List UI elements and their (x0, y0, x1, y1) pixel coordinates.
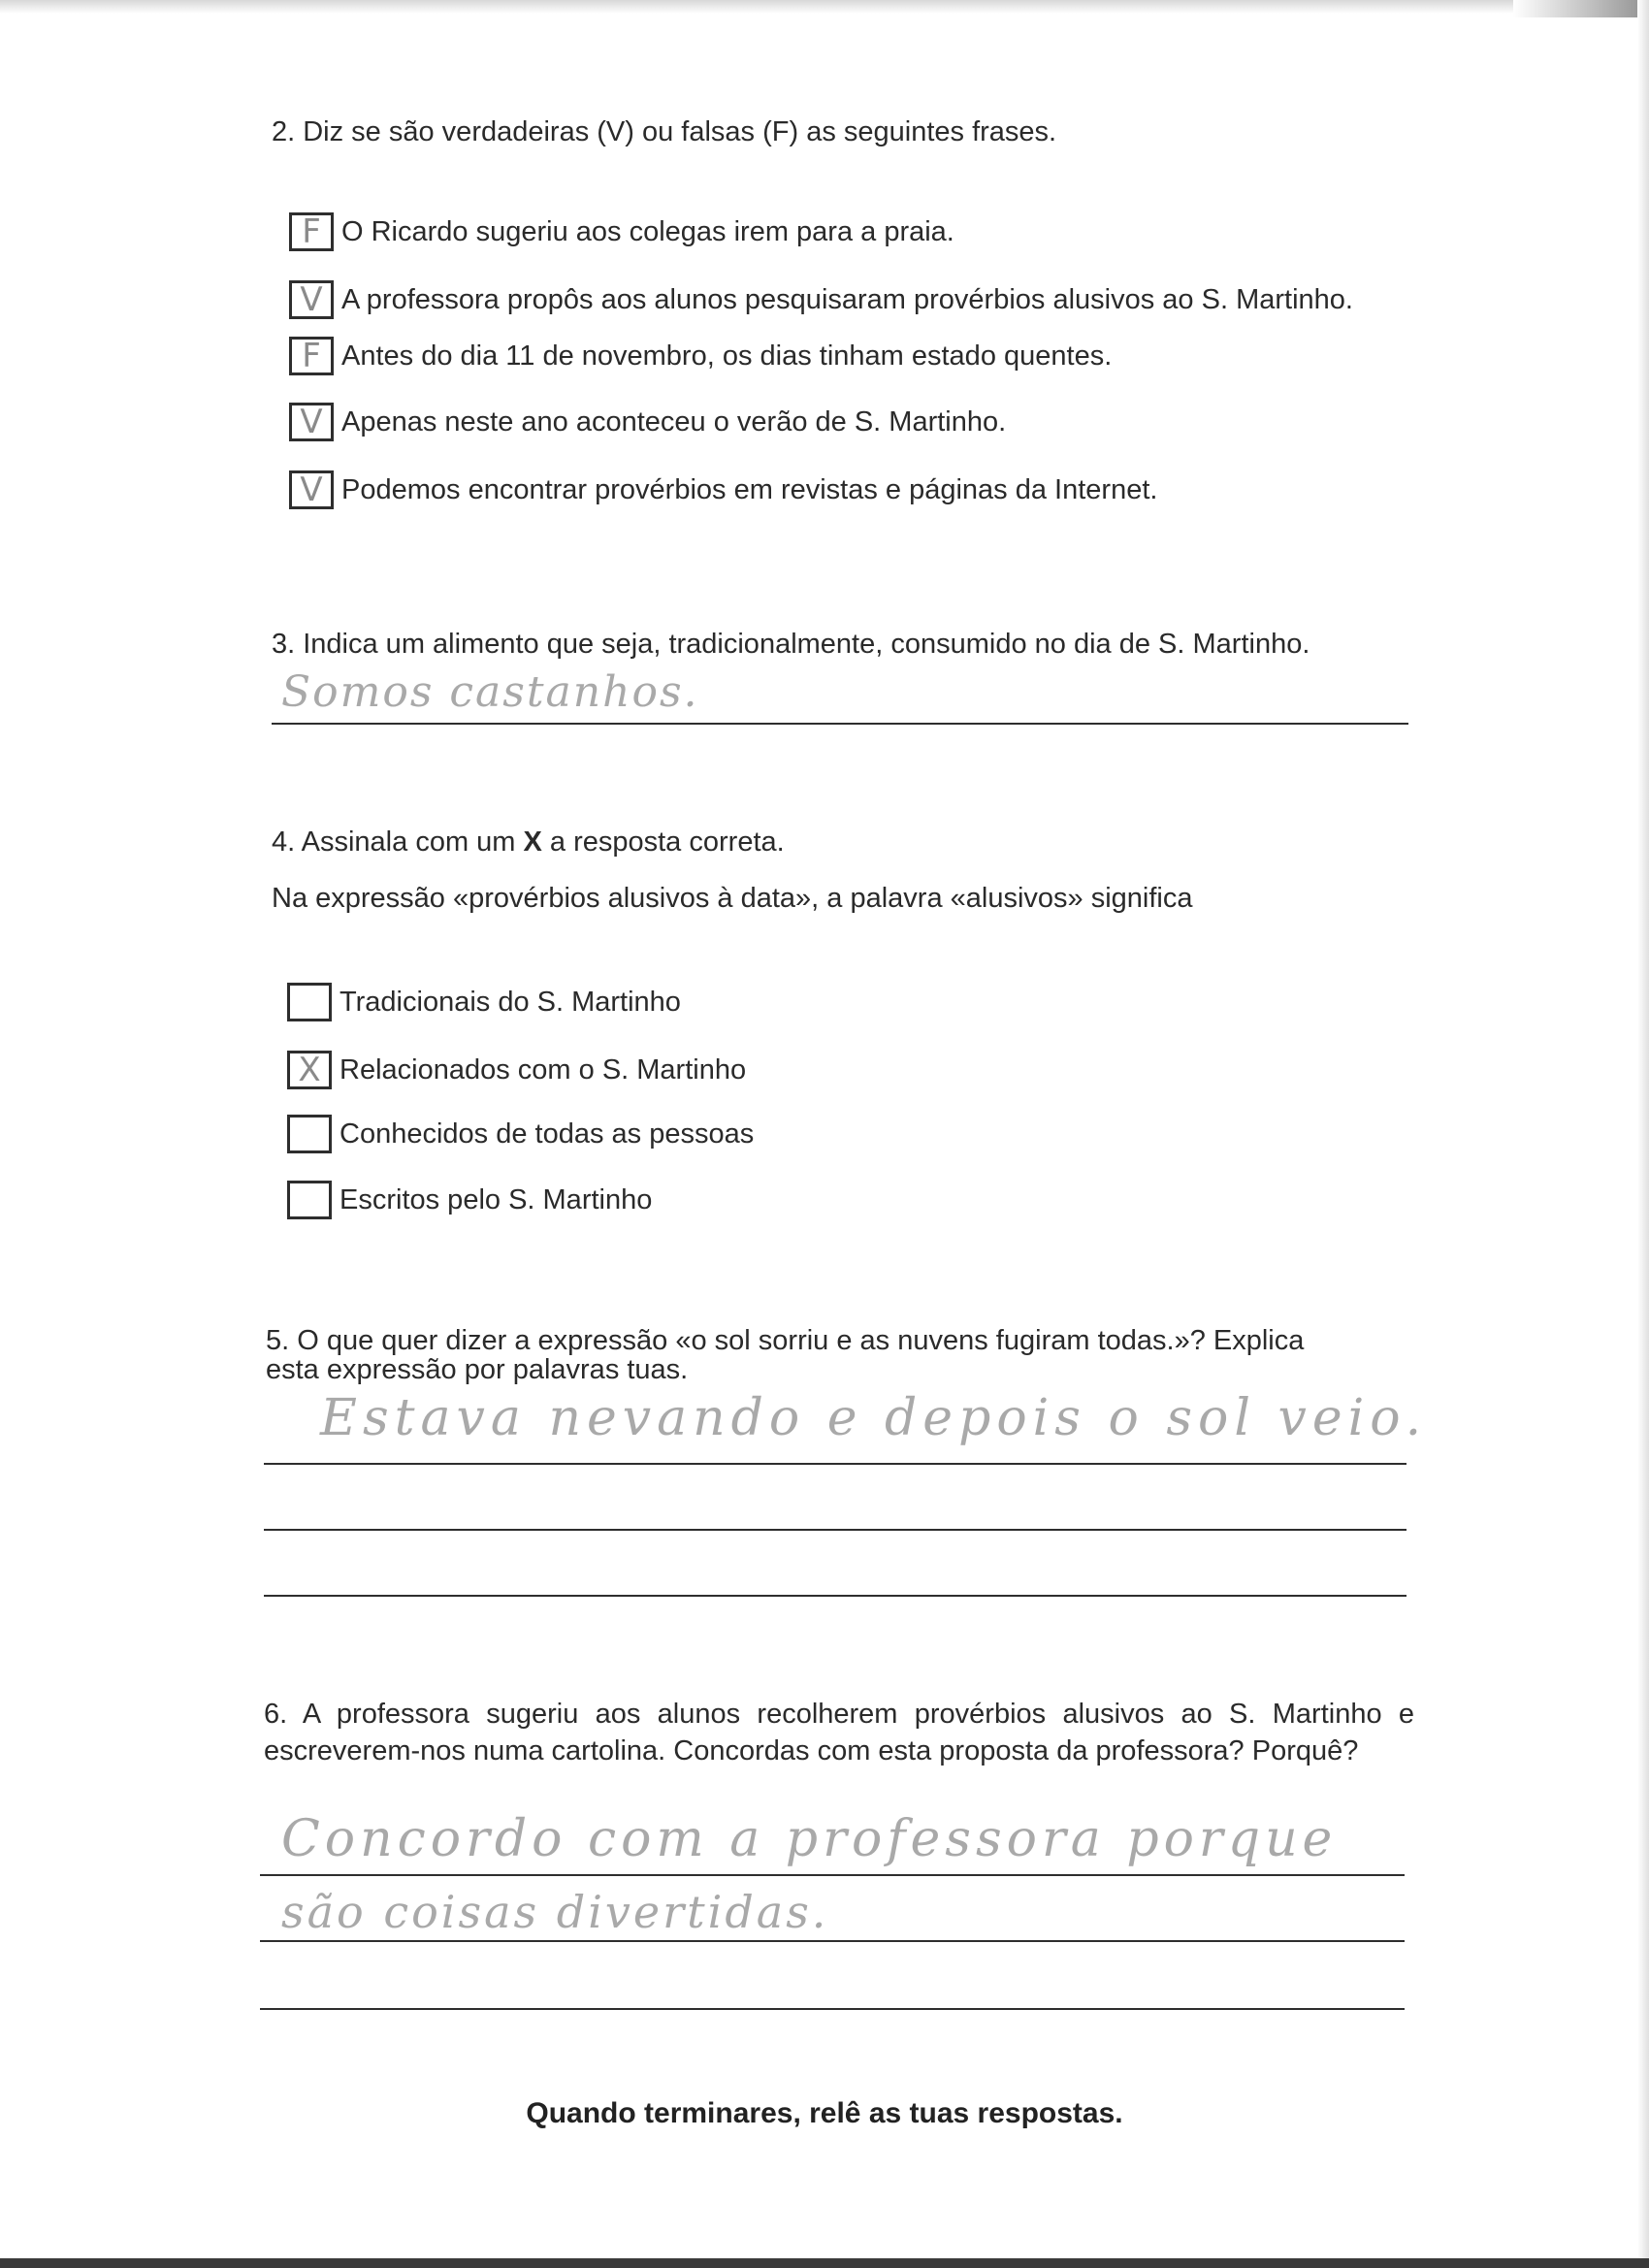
q4-option (287, 1178, 652, 1222)
scan-corner-shadow (1513, 0, 1637, 17)
option-checkbox[interactable] (287, 983, 332, 1021)
option-checkbox[interactable] (287, 1051, 332, 1089)
handwritten-answer: Concordo com a professora porque (281, 1810, 1338, 1868)
handwritten-mark: V (300, 470, 323, 509)
answer-checkbox[interactable] (289, 337, 334, 375)
answer-checkbox[interactable] (289, 403, 334, 441)
option-text: Tradicionais do S. Martinho (340, 987, 681, 1018)
option-checkbox[interactable] (287, 1181, 332, 1219)
question-5-prompt-line-1: 5. O que quer dizer a expressão «o sol sorriu e as nuvens fugiram todas.»? Explica (266, 1325, 1305, 1356)
answer-line[interactable] (260, 1874, 1405, 1876)
question-3-prompt: 3. Indica um alimento que seja, tradicionalmente, consumido no dia de S. Martinho. (272, 629, 1310, 660)
handwritten-mark: V (300, 280, 323, 319)
question-4-prompt (272, 825, 785, 859)
option-text: Escritos pelo S. Martinho (340, 1184, 653, 1215)
answer-line[interactable] (272, 723, 1408, 725)
handwritten-mark: F (302, 212, 321, 251)
statement-text: Podemos encontrar provérbios em revistas e páginas da Internet. (341, 474, 1158, 505)
question-2-prompt: 2. Diz se são verdadeiras (V) ou falsas (F) as seguintes frases. (272, 116, 1057, 147)
question-6-prompt: 6. A professora sugeriu aos alunos recolherem provérbios alusivos ao S. Martinho e escreverem-nos numa cartolina. Concordas com esta proposta da professora? Porquê? (264, 1699, 1414, 1766)
q4-option (287, 1112, 754, 1156)
handwritten-mark: V (300, 403, 323, 441)
answer-checkbox[interactable] (289, 212, 334, 251)
option-text: Relacionados com o S. Martinho (340, 1054, 747, 1085)
handwritten-answer: Estava nevando e depois o sol veio. (320, 1389, 1428, 1447)
prompt-lead: 4. Assinala com um (272, 826, 524, 858)
q2-item (289, 277, 1353, 322)
statement-text: A professora propôs aos alunos pesquisaram provérbios alusivos ao S. Martinho. (341, 284, 1353, 315)
handwritten-answer: são coisas divertidas. (281, 1886, 829, 1938)
prompt-bold-x: X (523, 826, 542, 858)
q4-option (287, 980, 681, 1024)
q2-item (289, 334, 1112, 378)
scan-right-edge (1637, 0, 1649, 2268)
answer-line[interactable] (264, 1529, 1406, 1531)
statement-text: Apenas neste ano aconteceu o verão de S. Martinho. (341, 406, 1007, 437)
answer-line[interactable] (260, 1940, 1405, 1942)
scan-bottom-edge (0, 2258, 1649, 2268)
option-checkbox[interactable] (287, 1115, 332, 1153)
handwritten-mark: X (298, 1051, 321, 1089)
statement-text: Antes do dia 11 de novembro, os dias tinham estado quentes. (341, 340, 1113, 372)
question-4-subprompt: Na expressão «provérbios alusivos à data», a palavra «alusivos» significa (272, 883, 1193, 914)
option-text: Conhecidos de todas as pessoas (340, 1118, 755, 1150)
scan-top-edge (0, 0, 1649, 14)
closing-instruction: Quando terminares, relê as tuas respostas. (526, 2097, 1123, 2129)
q2-item (289, 468, 1157, 512)
answer-line[interactable] (264, 1595, 1406, 1597)
q2-item (289, 400, 1006, 444)
question-5-prompt-line-2: esta expressão por palavras tuas. (266, 1354, 689, 1385)
answer-line[interactable] (260, 2008, 1405, 2010)
handwritten-answer: Somos castanhos. (281, 667, 699, 717)
q4-option (287, 1048, 746, 1092)
answer-checkbox[interactable] (289, 470, 334, 509)
prompt-tail: a resposta correta. (541, 826, 785, 858)
answer-line[interactable] (264, 1463, 1406, 1465)
q2-item (289, 210, 954, 254)
statement-text: O Ricardo sugeriu aos colegas irem para a praia. (341, 216, 954, 247)
answer-checkbox[interactable] (289, 280, 334, 319)
handwritten-mark: F (302, 337, 321, 375)
